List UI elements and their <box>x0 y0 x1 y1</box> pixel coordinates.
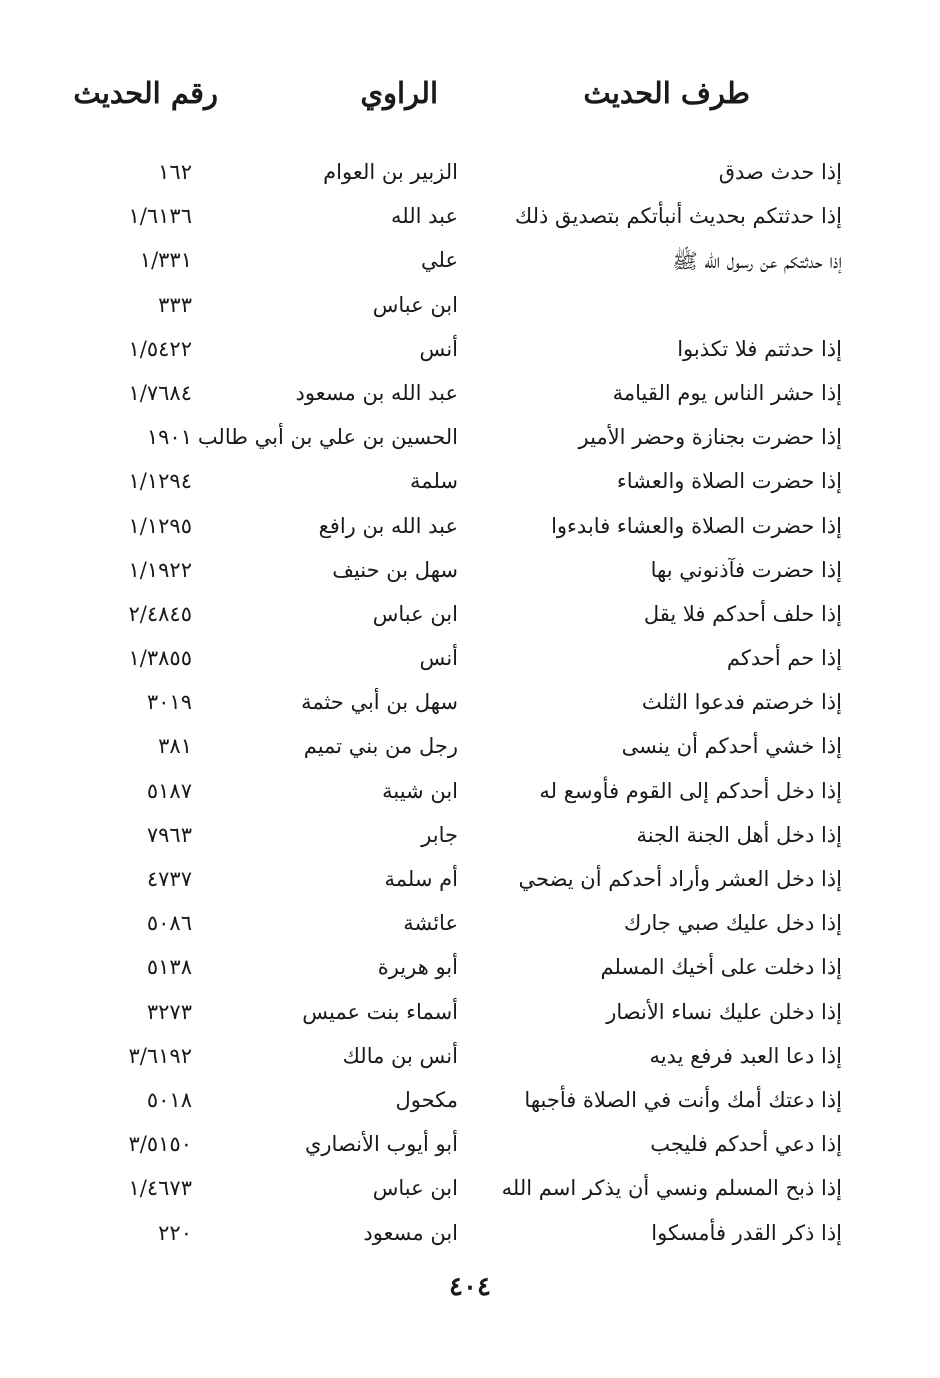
table-row <box>0 333 940 377</box>
hadith-start-cell: إذا حضرت بجنازة وحضر الأمير <box>578 425 842 450</box>
narrator-cell: أبو أيوب الأنصاري <box>304 1132 458 1157</box>
hadith-start-cell: إذا دخلن عليك نساء الأنصار <box>606 999 842 1024</box>
narrator-cell: سهل بن حنيف <box>332 557 458 582</box>
table-row <box>0 1128 940 1172</box>
hadith-number-cell: ٣/٦١٩٢ <box>128 1043 192 1068</box>
table-row <box>0 200 940 244</box>
narrator-cell: الزبير بن العوام <box>323 160 458 184</box>
hadith-number-cell: ١/٧٦٨٤ <box>128 380 192 405</box>
table-row <box>0 863 940 907</box>
narrator-cell: عبد الله <box>390 204 458 229</box>
narrator-cell: ابن عباس <box>372 601 458 626</box>
hadith-number-cell: ١/٣٣١ <box>139 248 192 273</box>
hadith-number-cell: ١/١٩٢٢ <box>128 557 192 582</box>
narrator-cell: عبد الله بن مسعود <box>295 380 458 405</box>
hadith-number-cell: ٣/٥١٥٠ <box>128 1132 192 1157</box>
hadith-start-cell: إذا حدثتكم بحديث أنبأتكم بتصديق ذلك <box>514 204 842 229</box>
hadith-start-cell: إذا خشي أحدكم أن ينسى <box>621 734 842 759</box>
hadith-start-cell: إذا حشر الناس يوم القيامة <box>612 380 842 405</box>
table-row <box>0 1172 940 1216</box>
hadith-start-cell: إذا دخلت على أخيك المسلم <box>600 955 842 980</box>
hadith-start-cell: إذا حدث صدق <box>718 160 842 184</box>
table-row <box>0 465 940 509</box>
table-row <box>0 775 940 819</box>
hadith-start-cell: إذا حلف أحدكم فلا يقل <box>643 601 842 626</box>
hadith-number-cell: ١/٦١٣٦ <box>128 204 192 229</box>
hadith-number-cell: ٢٢٠ <box>158 1220 192 1245</box>
hadith-start-cell: إذا خرصتم فدعوا الثلث <box>641 690 842 715</box>
narrator-cell: أنس بن مالك <box>342 1043 458 1068</box>
table-row <box>0 642 940 686</box>
table-row <box>0 244 940 288</box>
hadith-number-cell: ٥١٨٧ <box>146 778 192 803</box>
hadith-number-cell: ١/١٢٩٥ <box>128 513 192 538</box>
hadith-start-cell: إذا دعي أحدكم فليجب <box>650 1132 842 1157</box>
table-row <box>0 1040 940 1084</box>
hadith-number-cell: ٥٠١٨ <box>146 1087 192 1112</box>
hadith-start-cell: إذا حم أحدكم <box>726 646 842 671</box>
header-hadith-number: رقم الحديث <box>73 76 218 110</box>
page-number: ٤٠٤ <box>449 1272 491 1302</box>
narrator-cell: عبد الله بن رافع <box>318 513 458 538</box>
narrator-cell: رجل من بني تميم <box>303 734 458 759</box>
narrator-cell: أبو هريرة <box>377 955 458 980</box>
header-hadith-start: طرف الحديث <box>583 76 750 110</box>
table-row <box>0 819 940 863</box>
table-row <box>0 1217 940 1261</box>
narrator-cell: مكحول <box>395 1087 458 1112</box>
hadith-number-cell: ١/٥٤٢٢ <box>128 336 192 361</box>
table-row <box>0 686 940 730</box>
hadith-number-cell: ٣٢٧٣ <box>146 999 192 1024</box>
narrator-cell: أنس <box>419 336 458 361</box>
table-row <box>0 951 940 995</box>
table-row <box>0 598 940 642</box>
narrator-cell: الحسين بن علي بن أبي طالب <box>197 425 458 450</box>
hadith-start-cell: إذا حضرت فآذنوني بها <box>650 557 842 582</box>
hadith-number-cell: ٣٨١ <box>158 734 192 759</box>
hadith-start-cell: إذا حدثتم فلا تكذبوا <box>677 336 842 361</box>
table-row <box>0 289 940 333</box>
narrator-cell: علي <box>421 248 458 273</box>
hadith-number-cell: ١/٤٦٧٣ <box>128 1176 192 1201</box>
hadith-start-cell: إذا ذكر القدر فأمسكوا <box>651 1220 842 1245</box>
column-headers <box>0 76 940 126</box>
table-row <box>0 554 940 598</box>
table-row <box>0 907 940 951</box>
hadith-number-cell: ١/٣٨٥٥ <box>128 646 192 671</box>
hadith-start-cell: إذا ذبح المسلم ونسي أن يذكر اسم الله <box>501 1176 842 1201</box>
table-row <box>0 156 940 200</box>
hadith-start-cell: إذا دخل أهل الجنة الجنة <box>636 822 842 847</box>
hadith-start-cell: إذا حضرت الصلاة والعشاء <box>616 469 842 494</box>
hadith-number-cell: ٥٠٨٦ <box>146 911 192 936</box>
narrator-cell: أسماء بنت عميس <box>302 999 458 1024</box>
hadith-number-cell: ٤٧٣٧ <box>146 867 192 891</box>
table-row <box>0 730 940 774</box>
table-row <box>0 510 940 554</box>
hadith-start-cell: إذا دخل أحدكم إلى القوم فأوسع له <box>539 778 842 803</box>
narrator-cell: أم سلمة <box>384 867 458 891</box>
narrator-cell: ابن عباس <box>372 1176 458 1201</box>
hadith-number-cell: ٥١٣٨ <box>146 955 192 980</box>
hadith-start-cell: إذا دعتك أمك وأنت في الصلاة فأجبها <box>524 1087 842 1112</box>
hadith-start-cell: إذا حدثتكم عن رسول الله ﷺ <box>672 249 842 274</box>
header-narrator: الراوي <box>360 76 438 110</box>
hadith-number-cell: ٧٩٦٣ <box>146 822 192 847</box>
hadith-index-table <box>0 156 940 1261</box>
hadith-number-cell: ٢/٤٨٤٥ <box>128 601 192 626</box>
table-row <box>0 996 940 1040</box>
narrator-cell: جابر <box>421 822 458 847</box>
hadith-number-cell: ٣٣٣ <box>158 292 192 317</box>
table-row <box>0 1084 940 1128</box>
narrator-cell: ابن شيبة <box>382 778 458 803</box>
narrator-cell: سهل بن أبي حثمة <box>301 690 458 715</box>
narrator-cell: عائشة <box>403 911 458 936</box>
hadith-number-cell: ١/١٢٩٤ <box>128 469 192 494</box>
table-row <box>0 421 940 465</box>
narrator-cell: ابن عباس <box>372 292 458 317</box>
narrator-cell: أنس <box>419 646 458 671</box>
narrator-cell: سلمة <box>410 469 458 494</box>
hadith-number-cell: ٣٠١٩ <box>146 690 192 715</box>
hadith-start-cell: إذا حضرت الصلاة والعشاء فابدءوا <box>551 513 842 538</box>
hadith-number-cell: ١٦٢ <box>158 160 192 184</box>
narrator-cell: ابن مسعود <box>363 1220 458 1245</box>
hadith-start-cell: إذا دعا العبد فرفع يديه <box>649 1043 842 1068</box>
hadith-number-cell: ١٩٠١ <box>146 425 192 450</box>
table-row <box>0 377 940 421</box>
hadith-start-cell: إذا دخل العشر وأراد أحدكم أن يضحي <box>518 867 842 891</box>
hadith-start-cell: إذا دخل عليك صبي جارك <box>624 911 842 936</box>
